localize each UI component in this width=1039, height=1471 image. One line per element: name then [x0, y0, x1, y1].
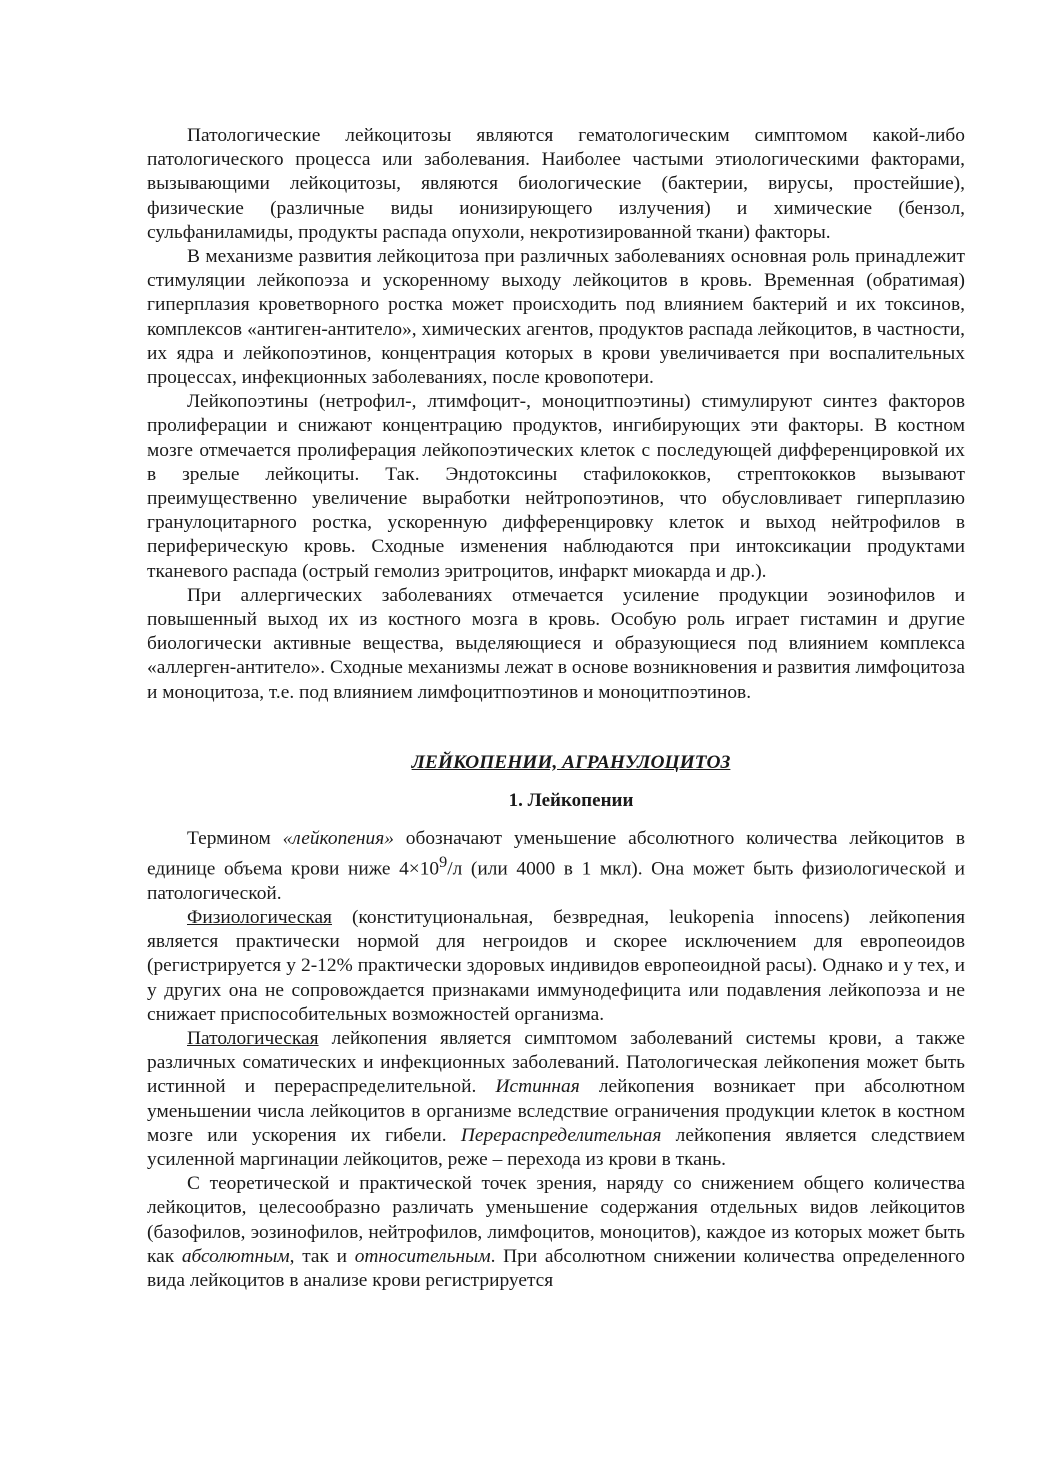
- text-run: , так и: [289, 1245, 355, 1267]
- underlined-label: Патологическая: [187, 1027, 319, 1049]
- text-run: /л (или 4000 в 1 мкл). Она может быть физиологической и патологической.: [147, 858, 966, 904]
- text-run: лейкопения является симптомом заболеваний системы крови, а также различных соматических и инфекционных заболеваний. Патологическая лейкопения может быть истинной и перераспределительной.: [147, 1027, 965, 1098]
- term-italic: «лейкопения»: [282, 827, 394, 849]
- page-content: [147, 124, 965, 1293]
- paragraph-mechanism: В механизме развития лейкоцитоза при различных заболеваниях основная роль принадлежит стимуляции лейкопоэза и ускоренному выходу лейкоцитов в кровь. Временная (обратимая) гиперплазия кроветворного ростка может происходить под влиянием бактерий и их токсинов, комплексов «антиген-антитело», химических агентов, продуктов распада лейкоцитов, в частности, их ядра и лейкопоэтинов, концентрация которых в крови увеличивается при воспалительных процессах, инфекционных заболеваниях, после кровопотери.: [147, 246, 965, 389]
- paragraph-pathological-leukocytosis: Патологические лейкоцитозы являются гематологическим симптомом какой-либо патологического процесса или заболевания. Наиболее частыми этиологическими факторами, вызывающими лейкоцитозы, являются биологические (бактерии, вирусы, простейшие), физические (различные виды ионизирующего излучения) и химические (бензол, сульфаниламиды, продукты распада опухоли, некротизированной ткани) факторы.: [147, 125, 965, 243]
- term-italic: абсолютным: [181, 1245, 290, 1267]
- text-run: лейкопения является следствием усиленной маргинации лейкоцитов, реже – перехода из крови в ткань.: [147, 1124, 965, 1170]
- paragraph-allergic: При аллергических заболеваниях отмечается усиление продукции эозинофилов и повышенный выход их из костного мозга в кровь. Особую роль играет гистамин и другие биологически активные вещества, выделяющиеся и образующиеся под влиянием комплекса «аллерген-антитело». Сходные механизмы лежат в основе возникновения и развития лимфоцитоза и моноцитоза, т.е. под влиянием лимфоцитпоэтинов и моноцитпоэтинов.: [147, 584, 965, 703]
- text-run: . При абсолютном снижении количества определенного вида лейкоцитов в анализе крови регистрируется: [147, 1245, 965, 1291]
- spacer: [147, 705, 965, 751]
- paragraph-theoretical: [147, 1172, 965, 1293]
- paragraph-pathological: [147, 1027, 965, 1172]
- section-title: ЛЕЙКОПЕНИИ, АГРАНУЛОЦИТОЗ: [411, 751, 731, 773]
- spacer: [147, 813, 965, 827]
- underlined-label: Физиологическая: [187, 906, 332, 928]
- term-italic: Перераспределительная: [460, 1124, 662, 1146]
- text-run: обозначают уменьшение абсолютного количества лейкоцитов в единице объема крови ниже 4×10: [147, 827, 965, 880]
- term-italic: Истинная: [495, 1076, 580, 1098]
- text-run: С теоретической и практической точек зрения, наряду со снижением общего количества лейкоцитов, целесообразно различать уменьшение содержания отдельных видов лейкоцитов (базофилов, эозинофилов, нейтрофилов, лимфоцитов, моноцитов), каждое из которых может быть как: [147, 1173, 965, 1267]
- superscript: 9: [439, 854, 448, 872]
- paragraph-physiological: [147, 906, 965, 1027]
- text-run: Термином: [187, 827, 283, 849]
- term-italic: относительным: [354, 1245, 491, 1267]
- text-run: (конституциональная, безвредная, leukopenia innocens) лейкопения является практически нормой для негроидов и скорее исключением для европеоидов (регистрируется у 2-12% практически здоровых индивидов европеоидной расы). Однако и у тех, и у других она не сопровождается признаками иммунодефицита или подавления лейкопоэза и не снижает приспособительных возможностей организма.: [147, 906, 965, 1025]
- paragraph-leukopenia-term: [147, 827, 965, 906]
- text-run: лейкопения возникает при абсолютном уменьшении числа лейкоцитов в организме вследствие ограничения продукции клеток в костном мозге или ускорения их гибели.: [147, 1076, 965, 1146]
- spacer: [147, 775, 965, 789]
- subsection-title: 1. Лейкопении: [508, 789, 634, 811]
- paragraph-leukopoietins: Лейкопоэтины (нетрофил-, лтимфоцит-, моноцитпоэтины) стимулируют синтез факторов пролиферации и снижают концентрацию продуктов, ингибирующих эти факторы. В костном мозге отмечается пролиферация лейкопоэтических клеток с последующей дифференцировкой их в зрелые лейкоциты. Так. Эндотоксины стафилококков, стрептококков вызывают преимущественно увеличение выработки нейтропоэтинов, что обусловливает гиперплазию гранулоцитарного ростка, ускоренную дифференцировку клеток и выход нейтрофилов в периферическую кровь. Сходные изменения наблюдаются при интоксикации продуктами тканевого распада (острый гемолиз эритроцитов, инфаркт миокарда и др.).: [147, 391, 965, 582]
